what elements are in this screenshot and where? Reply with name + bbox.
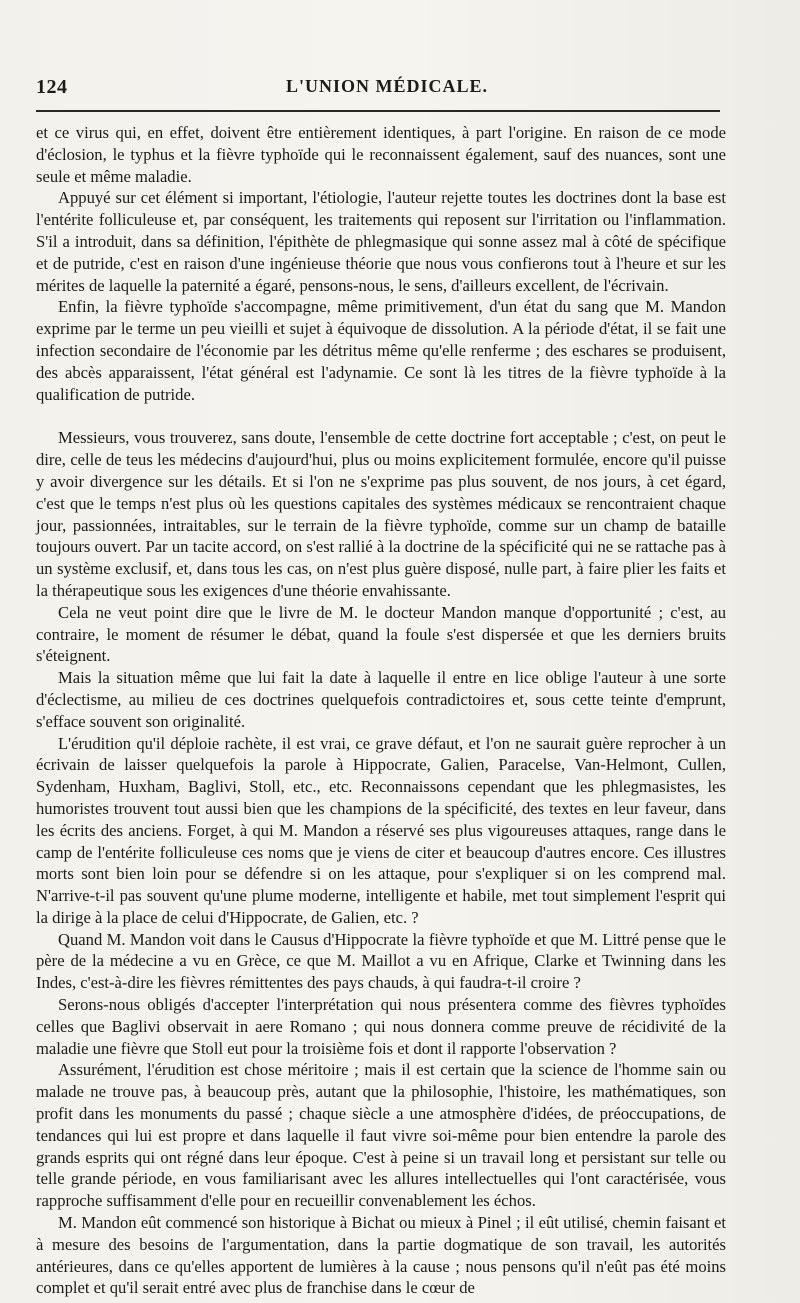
paragraph: et ce virus qui, en effet, doivent être entièrement identiques, à part l'origine. En raison de ce mode d'éclosion, le typhus et la fièvre typhoïde qui le reconnaissent également, sauf des nuances, sont une seule et même maladie.: [36, 123, 726, 186]
paragraph: Mais la situation même que lui fait la date à laquelle il entre en lice oblige l'auteur à une sorte d'éclectisme, au milieu de ces doctrines quelquefois contradictoires et, sous cette teinte d'emprunt, s'efface souvent son originalité.: [36, 668, 726, 731]
paragraph: Serons-nous obligés d'accepter l'interprétation qui nous présentera comme des fièvres typhoïdes celles que Baglivi observait in aere Romano ; qui nous donnera comme preuve de récidivité de la maladie une fièvre que Stoll eut pour la troisième fois et dont il rapporte l'observation ?: [36, 995, 726, 1058]
header-rule: [36, 110, 720, 112]
page-header: [36, 76, 720, 106]
running-title: L'UNION MÉDICALE.: [286, 76, 489, 96]
body-text: [36, 122, 726, 1299]
paragraph: Messieurs, vous trouverez, sans doute, l'ensemble de cette doctrine fort acceptable ; c'est, on peut le dire, celle de teus les médecins d'aujourd'hui, plus ou moins explicitement formulée, encore qu'il puisse y avoir divergence sur les détails. Et si l'on ne s'exprime pas plus souvent, de nos jours, à cet égard, c'est que le temps n'est plus où les questions capitales des systèmes médicaux se rencontraient chaque jour, passionnées, intraitables, sur le terrain de la fièvre typhoïde, comme sur un champ de bataille toujours ouvert. Par un tacite accord, on s'est rallié à la doctrine de la spécificité qui ne se rattache pas à un système exclusif, et, dans tous les cas, on n'est plus guère disposé, nulle part, à faire plier les faits et la thérapeutique sous les exigences d'une théorie envahissante.: [36, 428, 726, 600]
paragraph: Enfin, la fièvre typhoïde s'accompagne, même primitivement, d'un état du sang que M. Mandon exprime par le terme un peu vieilli et sujet à équivoque de dissolution. A la période d'état, il se fait une infection secondaire de l'économie par les détritus même qu'elle renferme ; des eschares se produisent, des abcès apparaissent, l'état général est l'adynamie. Ce sont là les titres de la fièvre typhoïde à la qualification de putride.: [36, 297, 726, 404]
paragraph: Appuyé sur cet élément si important, l'étiologie, l'auteur rejette toutes les doctrines dont la base est l'entérite folliculeuse et, par conséquent, les traitements qui reposent sur l'irritation ou l'inflammation. S'il a introduit, dans sa définition, l'épithète de phlegmasique qui sonne assez mal à côté de spécifique et de putride, c'est en raison d'une ingénieuse théorie que nous vous confierons tout à l'heure et sur les mérites de laquelle la paternité a égaré, pensons-nous, le sens, d'ailleurs excellent, de l'écrivain.: [36, 188, 726, 295]
paragraph: Assurément, l'érudition est chose méritoire ; mais il est certain que la science de l'homme sain ou malade ne trouve pas, à beaucoup près, autant que la philosophie, l'histoire, les mathématiques, son profit dans les monuments du passé ; chaque siècle a une atmosphère d'idées, de préoccupations, de tendances qui lui est propre et dans laquelle il faut vivre soi-même pour bien entendre la parole des grands esprits qui ont régné dans leur époque. C'est à peine si un travail long et persistant sur telle ou telle grande période, en vous familiarisant avec les allures intellectuelles qui l'ont caractérisée, vous rapproche suffisamment d'elle pour en recueillir convenablement les échos.: [36, 1060, 726, 1211]
paragraph: Quand M. Mandon voit dans le Causus d'Hippocrate la fièvre typhoïde et que M. Littré pense que le père de la médecine a vu en Grèce, ce que M. Maillot a vu en Afrique, Clarke et Twinning dans les Indes, c'est-à-dire les fièvres rémittentes des pays chauds, à qui faudra-t-il croire ?: [36, 929, 726, 993]
paragraph: M. Mandon eût commencé son historique à Bichat ou mieux à Pinel ; il eût utilisé, chemin faisant et à mesure des besoins de l'argumentation, dans la partie dogmatique de son travail, les autorités antérieures, dans ce qu'elles apportent de lumières à la cause ; nous pensons qu'il n'eût pas été moins complet et qu'il serait entré avec plus de franchise dans le cœur de: [36, 1213, 726, 1298]
paragraph: L'érudition qu'il déploie rachète, il est vrai, ce grave défaut, et l'on ne saurait guère reprocher à un écrivain de laisser quelquefois la parole à Hippocrate, Galien, Paracelse, Van-Helmont, Cullen, Sydenham, Huxham, Baglivi, Stoll, etc., etc. Reconnaissons cependant que les phlegmasistes, les humoristes trouvent tout aussi bien que les champions de la spécificité, des textes en leur faveur, dans les écrits des anciens. Forget, à qui M. Mandon a réservé ses plus vigoureuses attaques, range dans le camp de l'entérite folliculeuse ces noms que je viens de citer et beaucoup d'autres encore. Ces illustres morts sont bien loin pour se défendre si on les attaque, pour s'expliquer si on les comprend mal. N'arrive-t-il pas souvent qu'une plume moderne, intelligente et habile, met tout simplement l'esprit qui la dirige à la place de celui d'Hippocrate, de Galien, etc. ?: [36, 733, 726, 927]
page-number: 124: [36, 76, 68, 98]
paragraph: Cela ne veut point dire que le livre de M. le docteur Mandon manque d'opportunité ; c'est, au contraire, le moment de résumer le débat, quand la foule s'est dispersée et que les derniers bruits s'éteignent.: [36, 602, 726, 666]
